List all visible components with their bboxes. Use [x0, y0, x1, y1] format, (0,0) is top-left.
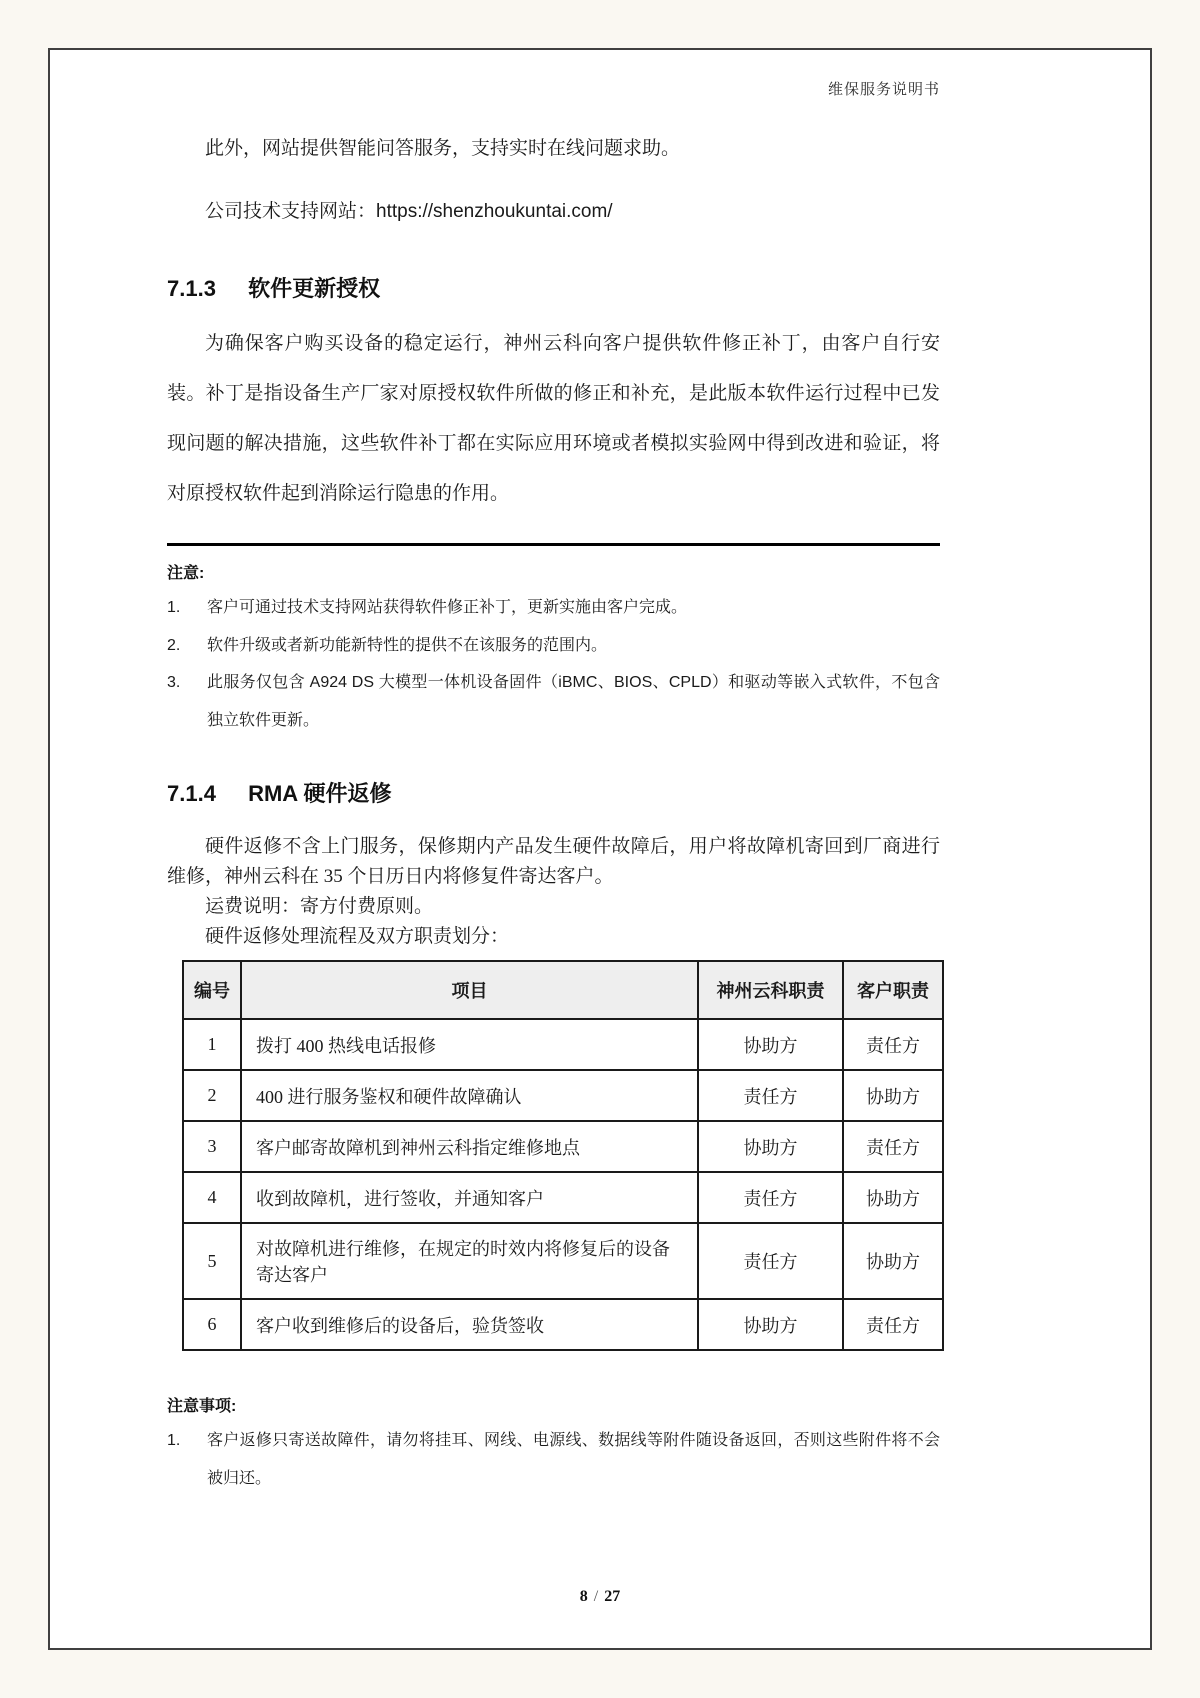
section-heading-713 [167, 272, 940, 303]
cell-customer-duty: 责任方 [843, 1299, 943, 1350]
note-list [167, 589, 940, 739]
list-item [167, 627, 940, 665]
intro-paragraph-1: 此外，网站提供智能问答服务，支持实时在线问题求助。 [205, 138, 681, 159]
table-header-vendor-duty: 神州云科职责 [698, 961, 843, 1019]
note-label-precautions: 注意事项: [167, 1398, 237, 1416]
list-item-number: 2. [167, 636, 181, 654]
table-row [183, 1121, 943, 1172]
list-item [167, 1422, 940, 1497]
cell-customer-duty: 协助方 [843, 1070, 943, 1121]
document-page [48, 48, 1152, 1650]
list-item [167, 664, 940, 739]
cell-no: 5 [183, 1223, 241, 1299]
cell-customer-duty: 责任方 [843, 1121, 943, 1172]
table-row [183, 1070, 943, 1121]
cell-vendor-duty: 责任方 [698, 1070, 843, 1121]
section-heading-714 [167, 777, 940, 808]
cell-no: 6 [183, 1299, 241, 1350]
cell-item: 客户收到维修后的设备后，验货签收 [241, 1299, 698, 1350]
table-header-no: 编号 [183, 961, 241, 1019]
page-number-footer [50, 1588, 1150, 1606]
table-header-item: 项目 [241, 961, 698, 1019]
precaution-list [167, 1422, 940, 1497]
table-header-customer-duty: 客户职责 [843, 961, 943, 1019]
list-item [167, 589, 940, 627]
section-number: 7.1.3 [167, 276, 216, 301]
section-title: 软件更新授权 [248, 276, 381, 301]
section-714-paragraph-table-intro: 硬件返修处理流程及双方职责划分： [205, 926, 510, 948]
list-item-text: 软件升级或者新功能新特性的提供不在该服务的范围内。 [207, 636, 608, 654]
list-item-text: 客户返修只寄送故障件，请勿将挂耳、网线、电源线、数据线等附件随设备返回，否则这些附件将不会被归还。 [207, 1432, 940, 1487]
cell-customer-duty: 责任方 [843, 1019, 943, 1070]
cell-no: 4 [183, 1172, 241, 1223]
section-title: RMA 硬件返修 [248, 781, 392, 807]
table-header-row [183, 961, 943, 1019]
intro-paragraph-support-url[interactable]: 公司技术支持网站：https://shenzhoukuntai.com/ [205, 200, 613, 222]
cell-vendor-duty: 协助方 [698, 1121, 843, 1172]
section-714-paragraph-1: 硬件返修不含上门服务，保修期内产品发生硬件故障后，用户将故障机寄回到厂商进行维修，神州云科在 35 个日历日内将修复件寄达客户。 [167, 836, 940, 888]
cell-vendor-duty: 协助方 [698, 1019, 843, 1070]
rma-process-table [182, 960, 944, 1351]
cell-item: 客户邮寄故障机到神州云科指定维修地点 [241, 1121, 698, 1172]
list-item-text: 客户可通过技术支持网站获得软件修正补丁，更新实施由客户完成。 [207, 599, 688, 616]
current-page-number: 8 [579, 1588, 588, 1605]
note-label: 注意: [167, 565, 205, 582]
list-item-number: 1. [167, 599, 181, 616]
cell-no: 2 [183, 1070, 241, 1121]
cell-vendor-duty: 责任方 [698, 1223, 843, 1299]
table-row [183, 1019, 943, 1070]
section-714-paragraph-shipping: 运费说明：寄方付费原则。 [205, 896, 434, 918]
document-header-title: 维保服务说明书 [827, 82, 940, 98]
cell-item: 400 进行服务鉴权和硬件故障确认 [241, 1070, 698, 1121]
cell-item: 收到故障机，进行签收，并通知客户 [241, 1172, 698, 1223]
total-page-count: 27 [604, 1588, 621, 1605]
cell-customer-duty: 协助方 [843, 1172, 943, 1223]
table-row [183, 1299, 943, 1350]
section-713-body: 为确保客户购买设备的稳定运行，神州云科向客户提供软件修正补丁，由客户自行安装。补丁是指设备生产厂家对原授权软件所做的修正和补充，是此版本软件运行过程中已发现问题的解决措施，这些软件补丁都在实际应用环境或者模拟实验网中得到改进和验证，将对原授权软件起到消除运行隐患的作用。 [167, 333, 940, 504]
page-number-separator: / [593, 1588, 599, 1605]
list-item-text: 此服务仅包含 A924 DS 大模型一体机设备固件（iBMC、BIOS、CPLD）和驱动等嵌入式软件，不包含独立软件更新。 [207, 674, 940, 729]
cell-item: 对故障机进行维修，在规定的时效内将修复后的设备寄达客户 [241, 1223, 698, 1299]
cell-item: 拨打 400 热线电话报修 [241, 1019, 698, 1070]
list-item-number: 1. [167, 1432, 181, 1450]
list-item-number: 3. [167, 674, 181, 692]
cell-no: 1 [183, 1019, 241, 1070]
cell-customer-duty: 协助方 [843, 1223, 943, 1299]
note-divider-rule [167, 543, 940, 546]
table-row [183, 1172, 943, 1223]
cell-no: 3 [183, 1121, 241, 1172]
section-number: 7.1.4 [167, 781, 216, 807]
cell-vendor-duty: 责任方 [698, 1172, 843, 1223]
cell-vendor-duty: 协助方 [698, 1299, 843, 1350]
page-content [50, 50, 1150, 1648]
table-row [183, 1223, 943, 1299]
